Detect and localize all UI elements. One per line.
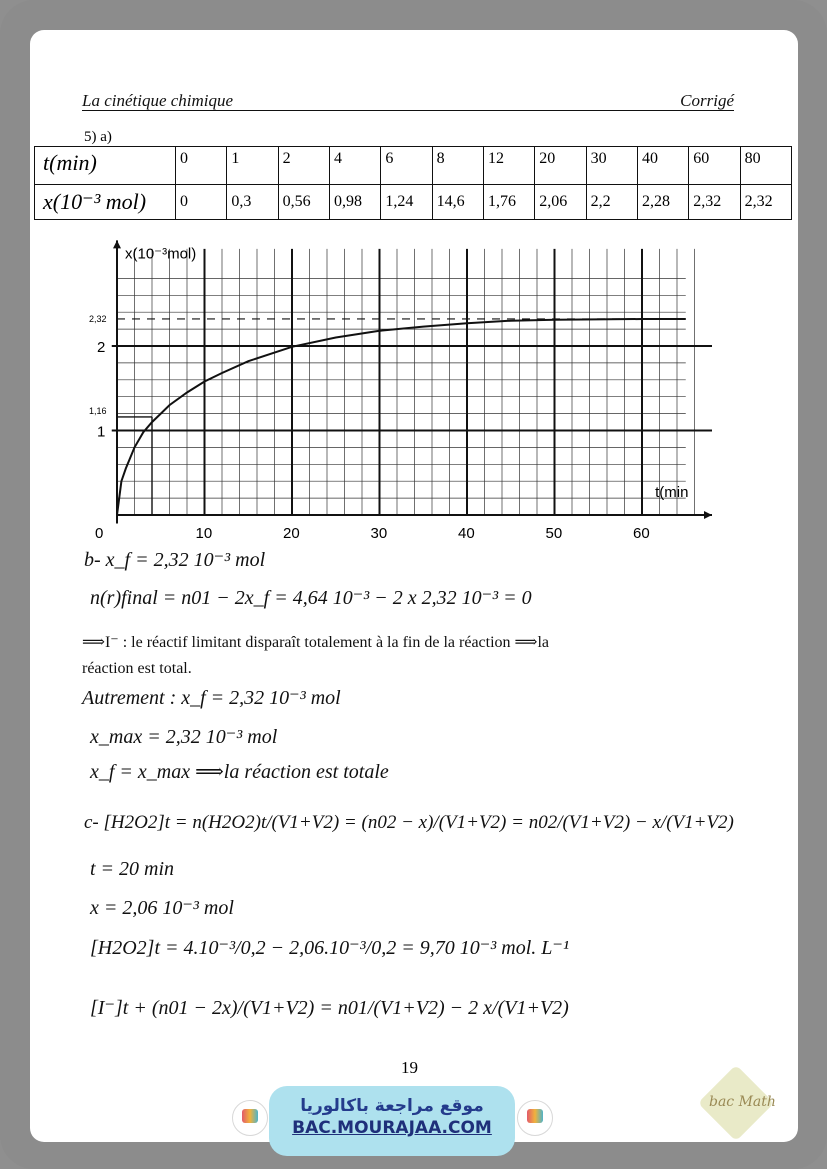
x-axis-arrow-icon xyxy=(704,511,712,519)
x-tick-label: 60 xyxy=(633,525,650,542)
y-tick-label: 1 xyxy=(97,423,106,441)
table-cell: 20 xyxy=(535,147,586,185)
y-axis-arrow-icon xyxy=(113,240,121,248)
table-cell: 12 xyxy=(483,147,534,185)
part-b-line-6: x_max = 2,32 10⁻³ mol xyxy=(90,726,278,748)
x-tick-label: 0 xyxy=(95,525,104,542)
advancement-chart xyxy=(0,235,827,545)
banner-site-link[interactable]: BAC.MOURAJAA.COM xyxy=(292,1118,492,1138)
table-cell: 4 xyxy=(329,147,380,185)
x-tick-label: 40 xyxy=(458,525,475,542)
half-marker-label: 1,16 xyxy=(89,405,107,416)
table-row-advancement xyxy=(35,185,792,220)
part-c-line-3: x = 2,06 10⁻³ mol xyxy=(90,897,234,919)
part-b-line-7: x_f = x_max ⟹la réaction est totale xyxy=(90,761,389,783)
table-label-advancement: x(10⁻³ mol) xyxy=(35,185,176,220)
x-tick-label: 10 xyxy=(195,525,213,542)
table-cell: 40 xyxy=(637,147,688,185)
table-cell: 80 xyxy=(740,147,791,185)
banner-arabic: موقع مراجعة باكالوريا xyxy=(300,1096,484,1116)
left-badge-icon xyxy=(232,1100,268,1136)
asymptote-label: 2,32 xyxy=(89,313,107,324)
table-cell: 30 xyxy=(586,147,637,185)
question-number: 5) a) xyxy=(84,129,112,145)
x-tick-label: 30 xyxy=(370,525,388,542)
table-cell: 2,2 xyxy=(586,185,637,220)
part-b-line-1: b- x_f = 2,32 10⁻³ mol xyxy=(84,549,266,571)
part-b-line-3: ⟹I⁻ : le réactif limitant disparaît totalement à la fin de la réaction ⟹la xyxy=(82,634,550,651)
part-c-line-5: [I⁻]t + (n01 − 2x)/(V1+V2) = n01/(V1+V2) − 2 x/(V1+V2) xyxy=(90,997,569,1019)
right-badge-icon xyxy=(517,1100,553,1136)
table-cell: 14,6 xyxy=(432,185,483,220)
x-tick-label: 20 xyxy=(283,525,300,542)
part-c-line-2: t = 20 min xyxy=(90,858,175,880)
page-number: 19 xyxy=(401,1058,418,1077)
table-row-time xyxy=(35,147,792,185)
table-cell: 0 xyxy=(176,185,227,220)
table-cell: 0,56 xyxy=(278,185,329,220)
y-axis-label: x(10⁻³mol) xyxy=(125,245,197,263)
table-cell: 0 xyxy=(176,147,227,185)
table-label-time: t(min) xyxy=(35,147,176,185)
site-banner[interactable] xyxy=(269,1086,515,1156)
table-cell: 2,06 xyxy=(535,185,586,220)
table-cell: 2,32 xyxy=(740,185,791,220)
x-tick-label: 50 xyxy=(545,525,563,542)
data-table xyxy=(34,146,792,220)
bacmath-logo-text: bac Math xyxy=(709,1094,776,1110)
part-c-line-1: c- [H2O2]t = n(H2O2)t/(V1+V2) = (n02 − x)/(V1+V2) = n02/(V1+V2) − x/(V1+V2) xyxy=(84,812,734,833)
header-title: La cinétique chimique xyxy=(82,91,234,110)
part-b-line-2: n(r)final = n01 − 2x_f = 4,64 10⁻³ − 2 x 2,32 10⁻³ = 0 xyxy=(90,587,532,609)
header-corrige: Corrigé xyxy=(680,91,734,110)
table-cell: 1,76 xyxy=(483,185,534,220)
table-cell: 1,24 xyxy=(381,185,432,220)
y-tick-label: 2 xyxy=(97,339,106,356)
part-b-line-4: réaction est total. xyxy=(82,660,192,677)
table-cell: 0,98 xyxy=(329,185,380,220)
table-cell: 8 xyxy=(432,147,483,185)
part-b-line-5: Autrement : x_f = 2,32 10⁻³ mol xyxy=(82,687,341,709)
advancement-curve xyxy=(117,319,689,515)
table-cell: 0,3 xyxy=(227,185,278,220)
x-axis-label: t(min xyxy=(655,484,689,501)
table-cell: 2,32 xyxy=(689,185,740,220)
table-cell: 60 xyxy=(689,147,740,185)
table-cell: 2,28 xyxy=(637,185,688,220)
header-rule xyxy=(82,110,734,111)
table-cell: 2 xyxy=(278,147,329,185)
part-c-line-4: [H2O2]t = 4.10⁻³/0,2 − 2,06.10⁻³/0,2 = 9,70 10⁻³ mol. L⁻¹ xyxy=(90,937,569,959)
table-cell: 1 xyxy=(227,147,278,185)
table-cell: 6 xyxy=(381,147,432,185)
